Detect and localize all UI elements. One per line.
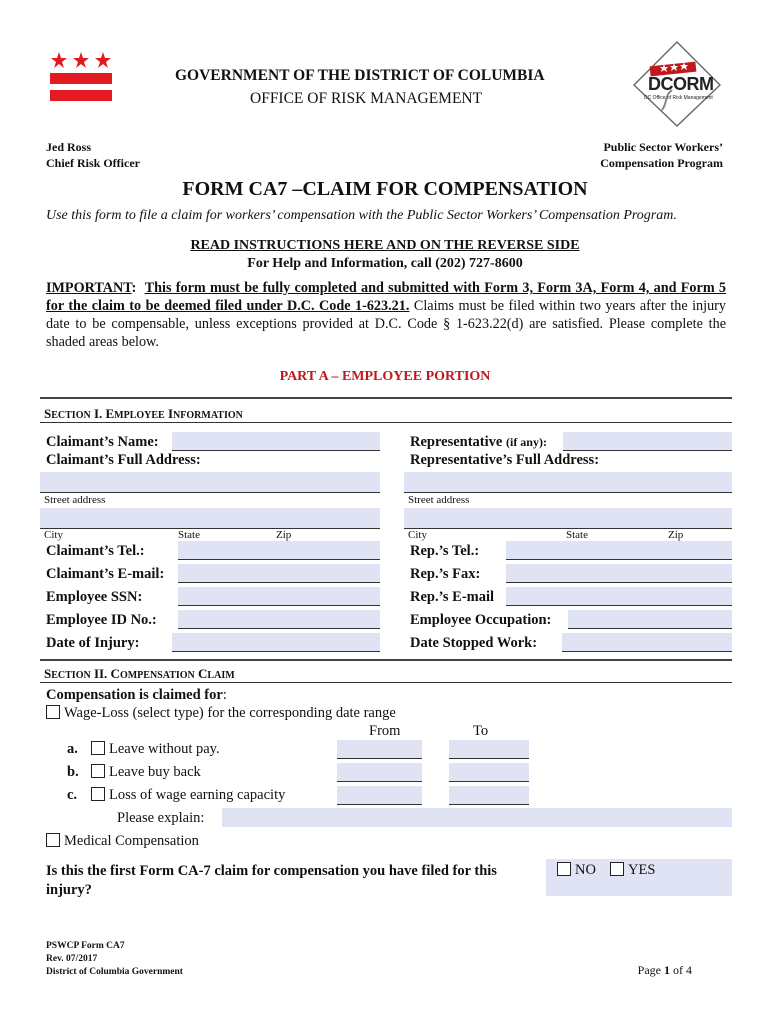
- official-title: Chief Risk Officer: [46, 156, 140, 170]
- option-c-checkbox[interactable]: [91, 787, 105, 801]
- claimant-name-field[interactable]: [172, 432, 380, 451]
- no-option[interactable]: NO: [557, 862, 596, 879]
- medical-option[interactable]: Medical Compensation: [46, 833, 199, 850]
- important-bold-text: This form must be fully completed and submitted with Form 3, Form 3A, Form 4, and Form 5 for the claim to be deemed filed under D.C. Code 1-623.21.: [46, 280, 727, 314]
- rep-address-label: Representative’s Full Address:: [410, 452, 600, 468]
- program-line-1: Public Sector Workers’: [603, 140, 723, 154]
- yes-option[interactable]: YES: [610, 862, 655, 879]
- section-1-title: SECTION I. EMPLOYEE INFORMATION: [44, 406, 243, 421]
- claimant-street-caption: Street address: [44, 494, 106, 506]
- office-title: OFFICE OF RISK MANAGEMENT: [250, 90, 483, 107]
- official-name: Jed Ross: [46, 140, 92, 154]
- rep-email-field[interactable]: [506, 587, 732, 606]
- read-instructions: READ INSTRUCTIONS HERE AND ON THE REVERSE SIDE: [190, 238, 580, 253]
- option-a-checkbox[interactable]: [91, 741, 105, 755]
- footer-rev: Rev. 07/2017: [46, 954, 98, 964]
- rep-fax-field[interactable]: [506, 564, 732, 583]
- page-number: Page 1 of 4: [637, 963, 692, 977]
- rep-street-field[interactable]: [404, 472, 732, 493]
- claimant-street-field[interactable]: [40, 472, 380, 493]
- option-c-letter: c.: [67, 787, 78, 803]
- footer-form-id: PSWCP Form CA7: [46, 941, 125, 951]
- compensation-claimed-label: Compensation is claimed for:: [46, 687, 227, 703]
- yes-checkbox[interactable]: [610, 862, 624, 876]
- footer-gov: District of Columbia Government: [46, 967, 183, 977]
- claimant-city-field[interactable]: [40, 508, 380, 529]
- option-b-letter: b.: [67, 764, 79, 780]
- option-a-to-field[interactable]: [449, 740, 529, 759]
- help-line: For Help and Information, call (202) 727-8600: [247, 256, 523, 271]
- dcorm-logo: [622, 40, 722, 128]
- rep-fax-label: Rep.’s Fax:: [410, 566, 481, 582]
- claimant-name-label: Claimant’s Name:: [46, 434, 159, 450]
- form-intro: Use this form to file a claim for workers’ compensation with the Public Sector Workers’ Compensation Program.: [46, 208, 677, 223]
- wage-loss-option[interactable]: Wage-Loss (select type) for the corresponding date range: [46, 705, 396, 722]
- form-title: FORM CA7 –CLAIM FOR COMPENSATION: [182, 178, 588, 200]
- claimant-zip-caption: Zip: [276, 529, 292, 541]
- option-a-from-field[interactable]: [337, 740, 422, 759]
- option-c-to-field[interactable]: [449, 786, 529, 805]
- employee-id-field[interactable]: [178, 610, 380, 629]
- no-checkbox[interactable]: [557, 862, 571, 876]
- representative-label: Representative (if any):: [410, 434, 547, 450]
- claimant-email-field[interactable]: [178, 564, 380, 583]
- employee-ssn-label: Employee SSN:: [46, 589, 143, 605]
- government-title: GOVERNMENT OF THE DISTRICT OF COLUMBIA: [175, 67, 545, 84]
- date-stopped-field[interactable]: [562, 633, 732, 652]
- claimant-email-label: Claimant’s E-mail:: [46, 566, 165, 582]
- rep-street-caption: Street address: [408, 494, 470, 506]
- rep-tel-label: Rep.’s Tel.:: [410, 543, 480, 559]
- option-a[interactable]: Leave without pay.: [91, 741, 220, 758]
- option-b-from-field[interactable]: [337, 763, 422, 782]
- employee-ssn-field[interactable]: [178, 587, 380, 606]
- claimant-city-caption: City: [44, 529, 63, 541]
- program-line-2: Compensation Program: [600, 156, 723, 170]
- important-paragraph: IMPORTANT: This form must be fully completed and submitted with Form 3, Form 3A, Form 4, and Form 5 for the claim to be deemed filed under D.C. Code 1-623.21. Claims must be filed within two years after the injury date to be compensable, unless exceptions provided at D.C. Code § 1-623.22(d) are satisfied. Please complete the shaded areas below.: [46, 280, 727, 350]
- part-a-rule: [40, 397, 732, 399]
- option-c-from-field[interactable]: [337, 786, 422, 805]
- rep-email-label: Rep.’s E-mail: [410, 589, 495, 605]
- part-a-title: PART A – EMPLOYEE PORTION: [279, 369, 491, 384]
- rep-city-caption: City: [408, 529, 427, 541]
- dc-flag-logo: [50, 50, 112, 102]
- option-b[interactable]: Leave buy back: [91, 764, 201, 781]
- dcorm-logo-subtext: DC Office of Risk Management: [644, 95, 713, 101]
- option-a-letter: a.: [67, 741, 78, 757]
- date-of-injury-label: Date of Injury:: [46, 635, 140, 651]
- employee-id-label: Employee ID No.:: [46, 612, 157, 628]
- from-header: From: [369, 723, 401, 739]
- first-claim-question: Is this the first Form CA-7 claim for compensation you have filed for this injury?: [46, 863, 497, 898]
- claimant-address-label: Claimant’s Full Address:: [46, 452, 201, 468]
- option-b-checkbox[interactable]: [91, 764, 105, 778]
- section-2-rule: [40, 682, 732, 683]
- rep-tel-field[interactable]: [506, 541, 732, 560]
- wage-loss-checkbox[interactable]: [46, 705, 60, 719]
- section-2-title: SECTION II. COMPENSATION CLAIM: [44, 666, 235, 681]
- dcorm-logo-text: DCORM: [648, 74, 714, 94]
- option-b-to-field[interactable]: [449, 763, 529, 782]
- important-rest-text: Claims must be filed within two years after the injury date to be compensable, unless exceptions provided at D.C. Code § 1-623.22(d) are satisfied. Please complete the shaded areas below.: [46, 298, 726, 350]
- rep-zip-caption: Zip: [668, 529, 684, 541]
- rep-city-field[interactable]: [404, 508, 732, 529]
- claimant-tel-label: Claimant’s Tel.:: [46, 543, 145, 559]
- please-explain-field[interactable]: [222, 808, 732, 827]
- claimant-tel-field[interactable]: [178, 541, 380, 560]
- date-stopped-label: Date Stopped Work:: [410, 635, 538, 651]
- to-header: To: [473, 723, 489, 739]
- please-explain-label: Please explain:: [117, 810, 205, 826]
- date-of-injury-field[interactable]: [172, 633, 380, 652]
- section-1-rule: [40, 422, 732, 423]
- medical-checkbox[interactable]: [46, 833, 60, 847]
- employee-occupation-field[interactable]: [568, 610, 732, 629]
- representative-field[interactable]: [563, 432, 732, 451]
- rep-state-caption: State: [566, 529, 588, 541]
- section-2-top-rule: [40, 659, 732, 661]
- important-label: IMPORTANT: [46, 280, 132, 296]
- claimant-state-caption: State: [178, 529, 200, 541]
- employee-occupation-label: Employee Occupation:: [410, 612, 552, 628]
- option-c[interactable]: Loss of wage earning capacity: [91, 787, 285, 804]
